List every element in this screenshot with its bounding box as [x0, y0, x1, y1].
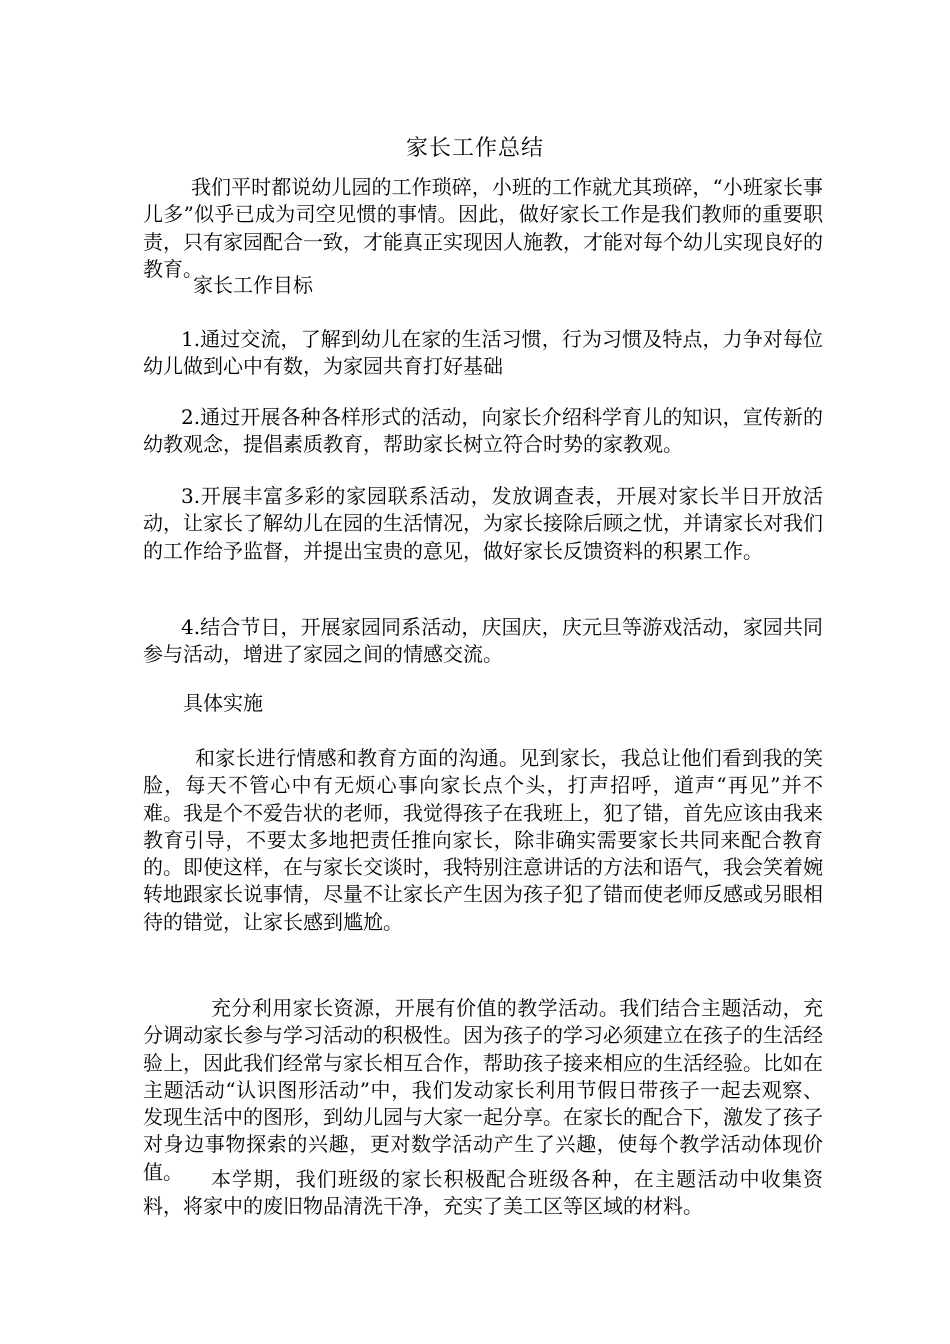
- goal-item-1: 1.通过交流，了解到幼儿在家的生活习惯，行为习惯及特点，力争对每位幼儿做到心中有数，为家园共育打好基础: [143, 327, 823, 379]
- goal-item-4: 4.结合节日，开展家园同系活动，庆国庆，庆元旦等游戏活动，家园共同参与活动，增进了家园之间的情感交流。: [143, 615, 823, 667]
- implementation-paragraph-2: 充分利用家长资源，开展有价值的教学活动。我们结合主题活动，充分调动家长参与学习活动的积极性。因为孩子的学习必须建立在孩子的生活经验上，因此我们经常与家长相互合作，帮助孩子接来相应的生活经验。比如在主题活动“认识图形活动”中，我们发动家长利用节假日带孩子一起去观察、发现生活中的图形，到幼儿园与大家一起分享。在家长的配合下，激发了孩子对身边事物探索的兴趣，更对数学活动产生了兴趣，使每个教学活动体现价值。: [143, 996, 823, 1184]
- goals-heading: 家长工作目标: [193, 273, 313, 297]
- implementation-heading: 具体实施: [183, 691, 263, 715]
- document-title: 家长工作总结: [405, 136, 544, 161]
- goal-item-3: 3.开展丰富多彩的家园联系活动，发放调查表，开展对家长半日开放活动，让家长了解幼儿在园的生活情况，为家长接除后顾之忧，并请家长对我们的工作给予监督，并提出宝贵的意见，做好家长反馈资料的积累工作。: [143, 484, 823, 563]
- intro-paragraph: 我们平时都说幼儿园的工作琐碎，小班的工作就尤其琐碎，“小班家长事儿多”似乎已成为司空见惯的事情。因此，做好家长工作是我们教师的重要职责，只有家园配合一致，才能真正实现因人施教，才能对每个幼儿实现良好的教育。: [143, 175, 823, 281]
- implementation-paragraph-3: 本学期，我们班级的家长积极配合班级各种，在主题活动中收集资料，将家中的废旧物品清洗干净，充实了美工区等区域的材料。: [143, 1167, 823, 1219]
- goal-item-2: 2.通过开展各种各样形式的活动，向家长介绍科学育儿的知识，宣传新的幼教观念，提倡素质教育，帮助家长树立符合时势的家教观。: [143, 405, 823, 457]
- implementation-paragraph-1: 和家长进行情感和教育方面的沟通。见到家长，我总让他们看到我的笑脸，每天不管心中有无烦心事向家长点个头，打声招呼，道声“再见”并不难。我是个不爱告状的老师，我觉得孩子在我班上，犯了错，首先应该由我来教育引导，不要太多地把责任推向家长，除非确实需要家长共同来配合教育的。即使这样，在与家长交谈时，我特别注意讲话的方法和语气，我会笑着婉转地跟家长说事情，尽量不让家长产生因为孩子犯了错而使老师反感或另眼相待的错觉，让家长感到尴尬。: [143, 746, 823, 934]
